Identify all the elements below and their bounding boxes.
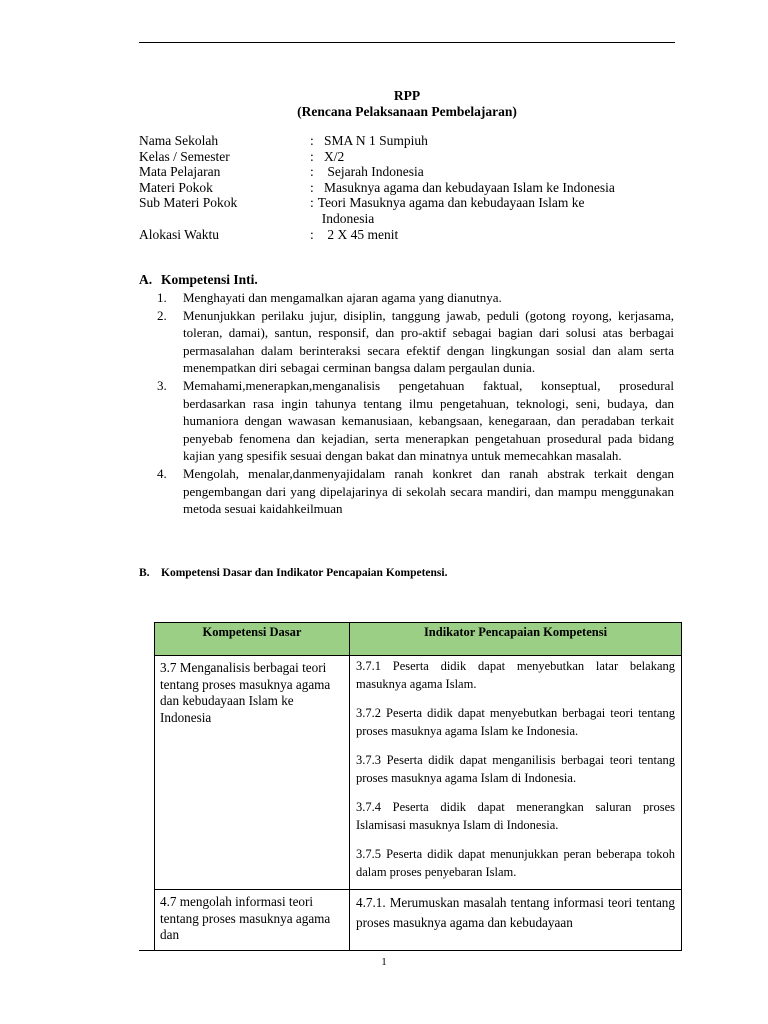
- list-text: Menghayati dan mengamalkan ajaran agama yang dianutnya.: [183, 290, 502, 305]
- info-colon: :: [310, 226, 314, 242]
- section-a-heading: [139, 272, 258, 288]
- document-title: RPP: [393, 88, 421, 103]
- info-row-school: [139, 133, 679, 149]
- info-value: SMA N 1 Sumpiuh: [324, 133, 428, 148]
- section-title: Kompetensi Inti.: [161, 272, 258, 287]
- info-label: Nama Sekolah: [139, 133, 219, 148]
- info-colon: :: [310, 195, 314, 211]
- section-letter: B.: [139, 567, 150, 579]
- info-colon: :: [310, 133, 314, 148]
- list-text: Menunjukkan perilaku jujur, disiplin, tanggung jawab, peduli (gotong royong, kerjasama, toleran, damai), santun, responsif, dan pro-aktif sebagai bagian dari solusi atas berbagai permasalahan dalam berinteraksi secara efektif dengan lingkungan sosial dan alam serta menempatkan diri sebagai cerminan bangsa dalam pergaulan dunia.: [183, 307, 674, 376]
- info-value-line: Teori Masuknya agama dan kebudayaan Islam ke: [317, 195, 585, 211]
- kd-cell: 4.7 mengolah informasi teori tentang proses masuknya agama dan: [155, 890, 350, 951]
- info-value: X/2: [324, 148, 345, 164]
- info-row-time: [139, 227, 679, 243]
- info-value: 2 X 45 menit: [324, 226, 399, 242]
- info-value: Sejarah Indonesia: [324, 164, 424, 180]
- table-row: [155, 890, 682, 951]
- document-title-block: [139, 88, 675, 120]
- list-number: 4.: [157, 465, 167, 481]
- indicator-item: 3.7.1 Peserta didik dapat menyebutkan latar belakang masuknya agama Islam.: [356, 659, 675, 691]
- footer-rule: [139, 950, 675, 951]
- list-number: 3.: [157, 377, 167, 393]
- list-item: [157, 465, 674, 518]
- list-number: 1.: [157, 290, 167, 305]
- list-number: 2.: [157, 307, 167, 323]
- kompetensi-inti-list: [157, 289, 674, 518]
- list-item: [157, 289, 674, 307]
- kd-cell: 3.7 Menganalisis berbagai teori tentang proses masuknya agama dan kebudayaan Islam ke Indonesia: [155, 656, 350, 890]
- indicator-item: 3.7.3 Peserta didik dapat menganilisis berbagai teori tentang proses masuknya agama Islam di Indonesia.: [356, 753, 675, 785]
- info-row-class: [139, 149, 679, 165]
- info-label: Sub Materi Pokok: [139, 195, 238, 211]
- header-kompetensi-dasar: Kompetensi Dasar: [155, 623, 350, 656]
- info-label: Mata Pelajaran: [139, 164, 221, 180]
- info-value: [318, 195, 679, 226]
- info-colon: :: [310, 179, 314, 195]
- info-row-subject: [139, 164, 679, 180]
- page-number: 1: [381, 956, 387, 968]
- list-text: Mengolah, menalar,danmenyajidalam ranah konkret dan ranah abstrak terkait dengan pengembangan dari yang dipelajarinya di sekolah secara mandiri, dan mampu menggunakan metoda sesuai kaidahkeilmuan: [183, 465, 674, 517]
- indicator-item: 3.7.4 Peserta didik dapat menerangkan saluran proses Islamisasi masuknya Islam di Indonesia.: [356, 800, 675, 832]
- info-value-line: Indonesia: [321, 210, 375, 226]
- info-colon: :: [310, 148, 314, 164]
- identity-block: [139, 133, 679, 242]
- table-header-row: [155, 623, 682, 656]
- info-row-subtopic: [139, 195, 679, 226]
- table-row: [155, 656, 682, 890]
- section-title: Kompetensi Dasar dan Indikator Pencapaian Kompetensi.: [161, 567, 448, 579]
- document-subtitle: (Rencana Pelaksanaan Pembelajaran): [297, 104, 517, 119]
- list-item: [157, 377, 674, 465]
- info-label: Kelas / Semester: [139, 148, 230, 164]
- info-label: Materi Pokok: [139, 179, 213, 195]
- list-text: Memahami,menerapkan,menganalisis pengetahuan faktual, konseptual, prosedural berdasarkan rasa ingin tahunya tentang ilmu pengetahuan, teknologi, seni, budaya, dan humaniora dengan wawasan kemanusiaan, kebangsaan, kenegaraan, dan peradaban terkait penyebab fenomena dan kejadian, serta menerapkan pengetahuan prosedural pada bidang kajian yang spesifik sesuai dengan bakat dan minatnya untuk memecahkan masalah.: [183, 377, 674, 464]
- header-rule: [139, 42, 675, 43]
- indicator-cell: 4.7.1. Merumuskan masalah tentang informasi teori tentang proses masuknya agama dan kebudayaan: [350, 890, 682, 951]
- section-letter: A.: [139, 272, 153, 287]
- info-colon: :: [310, 164, 314, 180]
- info-row-topic: [139, 180, 679, 196]
- info-value: Masuknya agama dan kebudayaan Islam ke Indonesia: [324, 179, 615, 195]
- indicator-item: 3.7.5 Peserta didik dapat menunjukkan peran beberapa tokoh dalam proses penyebaran Islam.: [356, 847, 675, 879]
- section-b-heading: [139, 567, 447, 579]
- competency-table: [154, 622, 682, 951]
- list-item: [157, 307, 674, 377]
- indicator-cell: [350, 656, 682, 890]
- header-indikator: Indikator Pencapaian Kompetensi: [350, 623, 682, 656]
- indicator-item: 3.7.2 Peserta didik dapat menyebutkan berbagai teori tentang proses masuknya agama Islam ke Indonesia.: [356, 706, 675, 738]
- info-label: Alokasi Waktu: [139, 226, 220, 242]
